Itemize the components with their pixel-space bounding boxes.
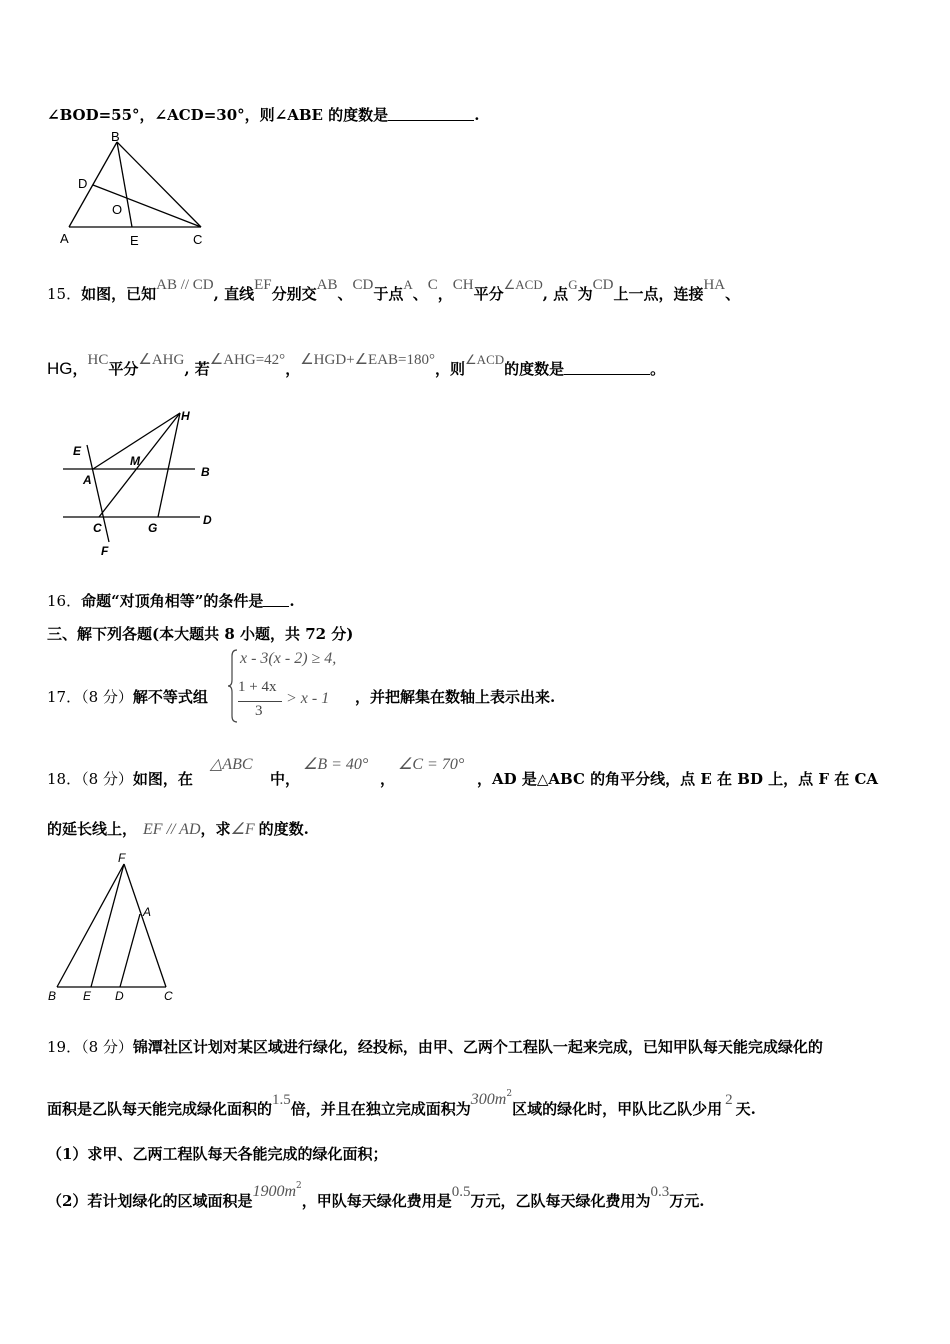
answer-blank bbox=[388, 106, 474, 121]
label-G: G bbox=[148, 521, 158, 535]
q19-part2: （2）若计划绿化的区域面积是$1900m^2$，甲队每天绿化费用是0.5万元，乙队每天绿化费用为0.3万元. bbox=[47, 1181, 705, 1210]
label-D: D bbox=[203, 513, 212, 527]
label-C: C bbox=[164, 989, 173, 1002]
q14-text: ∠BOD=55°，∠ACD=30°，则∠ABE 的度数是 . bbox=[47, 106, 480, 124]
answer-blank bbox=[263, 592, 289, 607]
q19-line2: 面积是乙队每天能完成绿化面积的1.5倍，并且在独立完成面积为$300m^2$区域的绿化时，甲队比乙队少用 2 天. bbox=[47, 1089, 756, 1118]
q18-comma: ， bbox=[380, 770, 396, 788]
label-C: C bbox=[193, 232, 203, 247]
section-heading: 三、解下列各题(本大题共 8 小题，共 72 分) bbox=[47, 625, 354, 643]
q18-text-b: ，AD 是△ABC 的角平分线，点 E 在 BD 上，点 F 在 CA bbox=[477, 770, 879, 788]
q17-inequality-1: x - 3(x - 2) ≥ 4, bbox=[240, 650, 337, 667]
q18-figure bbox=[45, 850, 185, 1002]
label-E: E bbox=[130, 233, 139, 248]
label-O: O bbox=[112, 202, 123, 217]
label-A: A bbox=[83, 473, 92, 487]
label-F: F bbox=[118, 851, 126, 865]
q15-line2: HG，HC平分∠AHG, 若∠AHG=42°，∠HGD+∠EAB=180°，则∠ACD的度数是 。 bbox=[47, 352, 666, 378]
q18-triangle: △ABC bbox=[210, 756, 253, 773]
q18-line1: 18．（8 分）如图，在 bbox=[47, 770, 193, 788]
q16: 16．命题“对顶角相等”的条件是 . bbox=[47, 592, 295, 610]
q19-line1: 19．（8 分）锦潭社区计划对某区域进行绿化，经投标，由甲、乙两个工程队一起来完成，已知甲队每天能完成绿化的 bbox=[47, 1038, 823, 1056]
label-B: B bbox=[48, 989, 57, 1002]
q17-tail: ，并把解集在数轴上表示出来. bbox=[355, 688, 556, 706]
q14-figure bbox=[55, 130, 215, 252]
answer-blank bbox=[564, 360, 650, 375]
label-H: H bbox=[181, 409, 190, 423]
q18-angle-B: ∠B = 40° bbox=[303, 756, 369, 773]
q17-inequality-2: > x - 1 bbox=[286, 690, 330, 707]
label-E: E bbox=[83, 989, 92, 1002]
label-C: C bbox=[93, 521, 102, 535]
label-D: D bbox=[78, 176, 88, 191]
label-E: E bbox=[73, 444, 82, 458]
label-A: A bbox=[143, 905, 152, 919]
q15-line1: 15．如图，已知AB // CD, 直线EF分别交AB、CD于点A、C，CH平分∠ACD, 点G为CD上一点，连接HA、 bbox=[47, 277, 741, 303]
label-D: D bbox=[115, 989, 124, 1002]
q17-label: 17．（8 分）解不等式组 bbox=[47, 688, 208, 706]
label-B: B bbox=[201, 465, 210, 479]
q18-angle-C: ∠C = 70° bbox=[398, 756, 465, 773]
q17-frac-bar bbox=[238, 701, 282, 702]
label-F: F bbox=[101, 544, 109, 557]
q15-figure bbox=[55, 405, 225, 557]
q19-part1: （1）求甲、乙两工程队每天各能完成的绿化面积； bbox=[47, 1145, 388, 1163]
label-M: M bbox=[130, 454, 140, 468]
label-B: B bbox=[111, 130, 120, 144]
q17-frac-num: 1 + 4x bbox=[238, 679, 277, 695]
q17-frac-den: 3 bbox=[255, 703, 263, 719]
label-A: A bbox=[60, 231, 69, 246]
q18-zhong: 中， bbox=[270, 770, 301, 788]
q18-line2: 的延长线上， EF // AD，求∠F 的度数. bbox=[47, 820, 309, 838]
